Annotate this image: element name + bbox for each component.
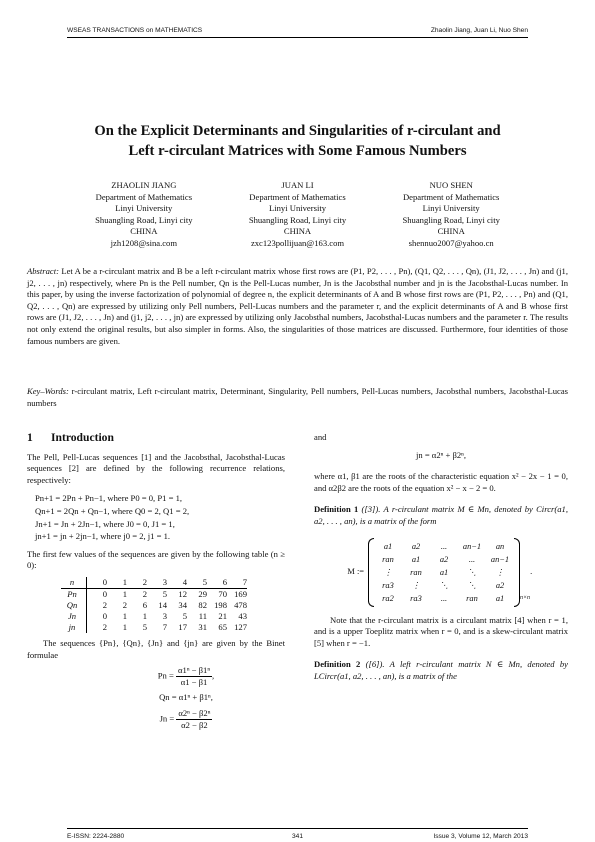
footer-rule: [67, 828, 528, 829]
table-cell: 17: [178, 621, 187, 632]
table-cell: 29: [198, 588, 207, 599]
table-cell: 127: [234, 621, 247, 632]
table-cell: Jn: [61, 611, 87, 622]
table-cell: 5: [162, 588, 167, 599]
title-line-1: On the Explicit Determinants and Singularities of r-circulant and: [94, 123, 501, 139]
table-cell: 3: [162, 610, 167, 621]
matrix-cell: a2: [411, 541, 421, 551]
recurrence-pell-lucas: Qn+1 = 2Qn + Qn−1, where Q0 = 2, Q1 = 2,: [35, 505, 190, 516]
intro-paragraph-1: The Pell, Pell-Lucas sequences [1] and the Jacobsthal, Jacobsthal-Lucas sequences [2] are defined by the following recurrence relations, respectively:: [27, 451, 285, 485]
table-row: [61, 588, 247, 600]
table-cell: 1: [122, 588, 127, 599]
circulant-matrix: M := a1 a2 ... an−1 an ran a1 a2 ... an−1 ⋮ ran a1 ⋱ ⋮ ra3 ⋮ ⋱ ⋱ a2 ra2 ra3 ... ran a1 n×n .: [314, 538, 568, 607]
footer-issue: Issue 3, Volume 12, March 2013: [433, 833, 528, 840]
sequence-table: [61, 577, 247, 633]
matrix-cell: ⋱: [467, 580, 477, 590]
table-cell: 198: [214, 599, 227, 610]
author-addr: Shuangling Road, Linyi city: [95, 214, 193, 225]
table-cell: 7: [162, 621, 167, 632]
running-header-right: Zhaolin Jiang, Juan Li, Nuo Shen: [430, 27, 528, 34]
table-header-cell: 7: [227, 577, 247, 589]
definition-2-text: ([6]). A left r-circulant matrix N ∈ Mn, denoted by LCircr(a1, a2, . . . , an), is a matrix of the: [314, 659, 568, 681]
and-word: and: [314, 432, 327, 442]
matrix-row: [374, 553, 514, 566]
matrix-cell: a1: [495, 593, 505, 603]
abstract: [27, 266, 568, 347]
definition-1-label: Definition 1: [314, 504, 359, 515]
table-header-cell: n: [61, 577, 87, 589]
matrix-dimension: n×n: [520, 594, 531, 601]
matrix-cell: ra3: [410, 593, 422, 603]
matrix-cell: ...: [440, 541, 448, 551]
table-cell: 5: [142, 621, 147, 632]
table-cell: 0: [102, 588, 107, 599]
table-cell: 1: [122, 621, 127, 632]
definition-1-text: ([3]). A r-circulant matrix M ∈ Mn, denoted by Circr(a1, a2, . . . , an), is a matrix of the form: [314, 504, 568, 526]
table-header-cell: 3: [147, 577, 167, 589]
table-header-cell: 0: [87, 577, 108, 589]
table-cell: 70: [218, 588, 227, 599]
author-email[interactable]: shennuo2007@yahoo.cn: [408, 237, 494, 248]
matrix-row: [374, 592, 514, 605]
binet-pell-numerator: α1ⁿ − β1ⁿ: [178, 665, 211, 676]
section-title: Introduction: [51, 431, 114, 444]
keywords-text: r-circulant matrix, Left r-circulant matrix, Determinant, Singularity, Pell numbers, Pell-Lucas numbers, Jacobsthal numbers, Jacobsthal-Lucas numbers: [27, 386, 569, 408]
table-cell: 12: [178, 588, 187, 599]
table-cell: 14: [158, 599, 167, 610]
page-number: 341: [291, 833, 303, 840]
table-cell: Pn: [61, 588, 87, 600]
right-column: [314, 432, 568, 683]
intro-paragraph-3: The sequences {Pn}, {Qn}, {Jn} and {jn} are given by the Binet formulae: [27, 637, 285, 660]
footer-issn: E-ISSN: 2224-2880: [67, 833, 125, 840]
table-cell: 65: [218, 621, 227, 632]
matrix-brackets: [368, 538, 520, 607]
matrix-cell: ⋮: [411, 580, 421, 590]
recurrence-pell: Pn+1 = 2Pn + Pn−1, where P0 = 0, P1 = 1,: [35, 493, 183, 504]
matrix-cell: an−1: [462, 541, 482, 551]
author-email[interactable]: jzh1208@sina.com: [110, 237, 178, 248]
table-cell: 6: [142, 599, 147, 610]
binet-jacobsthal-denominator: α2 − β2: [181, 719, 208, 730]
author-country: CHINA: [437, 226, 465, 237]
running-header-left: WSEAS TRANSACTIONS on MATHEMATICS: [67, 27, 203, 34]
matrix-cell: ra3: [382, 580, 394, 590]
table-cell: 31: [198, 621, 207, 632]
section-number: 1: [27, 431, 33, 444]
binet-jacobsthal-numerator: α2ⁿ − β2ⁿ: [178, 707, 211, 718]
definition-1: [314, 504, 568, 527]
table-cell: 2: [142, 588, 147, 599]
matrix-cell: a1: [411, 554, 421, 564]
table-cell: 5: [182, 610, 187, 621]
header-rule: [67, 37, 528, 38]
table-cell: 34: [178, 599, 187, 610]
author-dept: Department of Mathematics: [402, 191, 500, 202]
recurrence-jacobsthal-lucas: jn+1 = jn + 2jn−1, where j0 = 2, j1 = 1.: [35, 531, 171, 542]
binet-pell-lhs: Pn =: [157, 670, 174, 681]
table-cell: 82: [198, 599, 207, 610]
matrix-cell: ⋮: [383, 567, 393, 577]
table-header-cell: 1: [107, 577, 127, 589]
author-univ: Linyi University: [115, 203, 173, 214]
author-name: ZHAOLIN JIANG: [111, 180, 177, 190]
table-header-row: [61, 577, 247, 589]
recurrence-jacobsthal: Jn+1 = Jn + 2Jn−1, where J0 = 0, J1 = 1,: [35, 518, 175, 529]
recurrence-equations: [27, 492, 285, 542]
title-line-2: Left r-circulant Matrices with Some Famous Numbers: [128, 143, 467, 159]
table-header-cell: 5: [187, 577, 207, 589]
matrix-cell: ran: [466, 593, 478, 603]
left-column: [27, 432, 285, 735]
author-univ: Linyi University: [268, 203, 327, 214]
abstract-text: Let A be a r-circulant matrix and B be a left r-circulant matrix whose first rows are (P1, P2, . . . , Pn), (Q1, Q2, . . . , Qn), (J1, J2, . . . , Jn) and (j1, j2, . . . , jn) respectively, where Pn is the Pell number, Qn is the Pell-Lucas number, Jn is the Jacobsthal number and jn is the Jacobsthal-Lucas number. In this paper, by using the inverse factorization of polynomial of degree n, the explicit determinants of A and B whose first rows are (P1, P2, . . . , Pn) and (Q1, Q2, . . . , Qn) are expressed by utilizing only Pell numbers, Pell-Lucas numbers and the parameter r, and the explicit determinants of A and B whose first rows are (J1, J2, . . . , Jn) and (j1, j2, . . . , jn) are expressed by utilizing only Jacobsthal numbers, Jacobsthal-Lucas numbers and the parameter r. The results not only extend the original results, but also simpler in forms. Also, the singularities of those matrices are discussed. Furthermore, four identities of those famous numbers are given.: [27, 266, 569, 346]
keywords-label: Key–Words:: [27, 386, 69, 396]
matrix-cell: ran: [410, 567, 422, 577]
table-cell: 11: [198, 610, 207, 621]
author-country: CHINA: [130, 226, 158, 237]
author-name: JUAN LI: [281, 180, 314, 190]
table-cell: 169: [234, 588, 247, 599]
matrix-cell: ra2: [382, 593, 394, 603]
binet-jacobsthal-lucas: jn = α2ⁿ + β2ⁿ,: [415, 449, 466, 460]
table-cell: 2: [122, 599, 127, 610]
author-country: CHINA: [283, 226, 312, 237]
matrix-cell: a2: [439, 554, 449, 564]
matrix-cell: ...: [468, 554, 476, 564]
matrix-row: [374, 566, 514, 579]
binet-pell-fraction: [176, 665, 212, 688]
binet-jacobsthal: [87, 708, 285, 731]
author-univ: Linyi University: [422, 203, 480, 214]
table-cell: Qn: [61, 600, 87, 611]
table-cell: 43: [238, 610, 247, 621]
table-row: [61, 622, 247, 633]
matrix-cell: a1: [383, 541, 393, 551]
binet-pell: Pn = $\frac{\text{α1ⁿ − β1ⁿ}}{\alpha 1 - \beta 1}$ ,: [157, 665, 215, 688]
table-cell: 2: [102, 599, 107, 610]
matrix-row: [374, 540, 514, 553]
intro-paragraph-2: The first few values of the sequences are given by the following table (n ≥ 0):: [27, 548, 285, 571]
matrix-cell: a1: [439, 567, 449, 577]
matrix-cell: ⋮: [495, 567, 505, 577]
matrix-cell: ⋱: [439, 580, 449, 590]
table-cell: 21: [218, 610, 227, 621]
matrix-body: [374, 540, 514, 605]
table-cell: 0: [102, 610, 107, 621]
table-header-cell: 4: [167, 577, 187, 589]
definition-2: [314, 659, 568, 682]
binet-pell-denominator: α1 − β1: [180, 677, 208, 688]
author-addr: Shuangling Road, Linyi city: [402, 214, 500, 225]
table-cell: 1: [142, 610, 147, 621]
abstract-label: Abstract:: [27, 266, 59, 276]
author-email[interactable]: zxc123pollijuan@163.com: [250, 237, 345, 248]
definition-2-label: Definition 2: [314, 659, 361, 670]
table-cell: 478: [234, 599, 247, 610]
table-header-cell: 2: [127, 577, 147, 589]
table-cell: 2: [102, 621, 107, 632]
binet-jacobsthal-lhs: Jn =: [159, 713, 175, 724]
binet-pell-lucas: Qn = α1ⁿ + β1ⁿ,: [159, 692, 213, 703]
matrix-label: M :=: [347, 567, 364, 577]
matrix-row: [374, 579, 514, 592]
section-heading: [27, 432, 285, 444]
author-3: [374, 180, 528, 250]
paper-title: [40, 121, 555, 161]
author-addr: Shuangling Road, Linyi city: [248, 214, 347, 225]
roots-paragraph: where α1, β1 are the roots of the characteristic equation x² − 2x − 1 = 0, and α2β2 are the roots of the equation x² − x − 2 = 0.: [314, 471, 568, 493]
author-dept: Department of Mathematics: [95, 191, 193, 202]
matrix-cell: a2: [495, 580, 505, 590]
keywords: [27, 386, 568, 409]
author-1: [67, 180, 221, 250]
author-dept: Department of Mathematics: [249, 191, 346, 202]
author-name: NUO SHEN: [429, 180, 473, 190]
table-cell: jn: [61, 622, 87, 633]
matrix-cell: an−1: [490, 554, 510, 564]
table-cell: 1: [122, 610, 127, 621]
matrix-cell: ...: [440, 593, 448, 603]
binet-jacobsthal-fraction: [176, 708, 212, 731]
author-2: [221, 180, 375, 250]
matrix-cell: ran: [382, 554, 394, 564]
matrix-cell: ⋱: [467, 567, 477, 577]
table-header-cell: 6: [207, 577, 227, 589]
note-paragraph: Note that the r-circulant matrix is a circulant matrix [4] when r = 1, and is a upper Toeplitz matrix when r = 0, and is a skew-circulant matrix [5] when r = −1.: [314, 614, 568, 648]
matrix-cell: an: [495, 541, 505, 551]
author-block: [67, 180, 528, 250]
table-row: [61, 611, 247, 622]
table-row: [61, 600, 247, 611]
